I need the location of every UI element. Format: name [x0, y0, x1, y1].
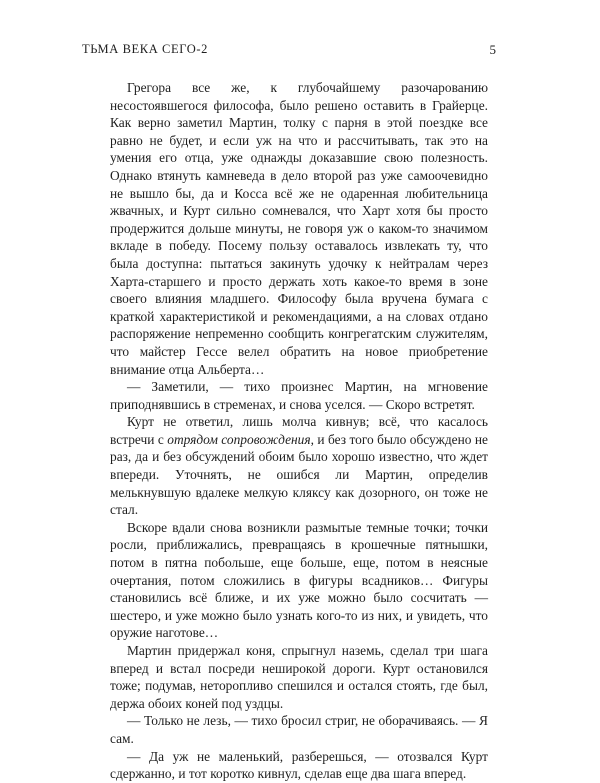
page-number: 5	[489, 42, 496, 57]
paragraph-3	[110, 413, 488, 519]
paragraph-4: Вскоре вдали снова возникли размытые темные точки; точки росли, приближались, превращаясь в крошечные пятнышки, потом в пятна побольше, еще больше, еще, потом в неясные очертания, потом сложились в фигуры всадников… Фигуры становились всё ближе, и их уже можно было сосчитать — шестеро, и уже можно было узнать кого-то из них, и увидеть, что оружие наготове…	[110, 519, 488, 641]
paragraph-3-italic: отрядом сопровождения	[167, 431, 311, 447]
paragraph-3-start: Курт не ответил, лишь молча кивнув; всё, что касалось встречи с	[110, 414, 488, 447]
body-text	[110, 79, 488, 783]
paragraph-5: Мартин придержал коня, спрыгнул наземь, сделал три шага вперед и встал посреди неширокой дороги. Курт остановился тоже; подумав, неторопливо спешился и остался стоять, где был, держа обоих коней под уздцы.	[110, 643, 488, 711]
paragraph-1: Грегора все же, к глубочайшему разочарованию несостоявшегося философа, было решено оставить в Грайерце. Как верно заметил Мартин, толку с парня в этой поездке все равно не будет, и если уж на что и рассчитывать, так это на умения его отца, уже однажды доказавшие свою полезность. Однако втянуть камневеда в дело второй раз уже самоочевидно не вышло бы, да и Косса всё же не одаренная любительница жвачных, и Курт сильно сомневался, что Харт хотя бы просто продержится дольше минуты, не говоря уж о каком-то значимом вкладе в победу. Посему пользу оставалось извлекать ту, что была доступна: пытаться закинуть удочку к нейтралам через Харта-старшего и просто держать хоть какое-то время в зоне своего влияния младшего. Философу была вручена бумага с краткой характеристикой и рекомендациями, а на словах отдано распоряжение непременно сообщить конгрегатским служителям, что майстер Гессе велел обратить на новое приобретение внимание отца Альберта…	[110, 80, 488, 377]
paragraph-6: — Только не лезь, — тихо бросил стриг, не оборачиваясь. — Я сам.	[110, 713, 488, 746]
paragraph-3-end: , и без того было обсуждено не раз, да и без обсуждений обоим было хорошо известно, что ждет впереди. Уточнять, не ошибся ли Мартин, определив мелькнувшую вдалеке мелкую кляксу как дозорного, он тоже не стал.	[110, 431, 488, 518]
paragraph-2: — Заметили, — тихо произнес Мартин, на мгновение приподнявшись в стременах, и снова уселся. — Скоро встретят.	[110, 379, 488, 412]
paragraph-7: — Да уж не маленький, разберешься, — отозвался Курт сдержанно, и тот коротко кивнул, сделав еще два шага вперед.	[110, 748, 488, 782]
running-title: ТЬМА ВЕКА СЕГО-2	[82, 42, 208, 56]
